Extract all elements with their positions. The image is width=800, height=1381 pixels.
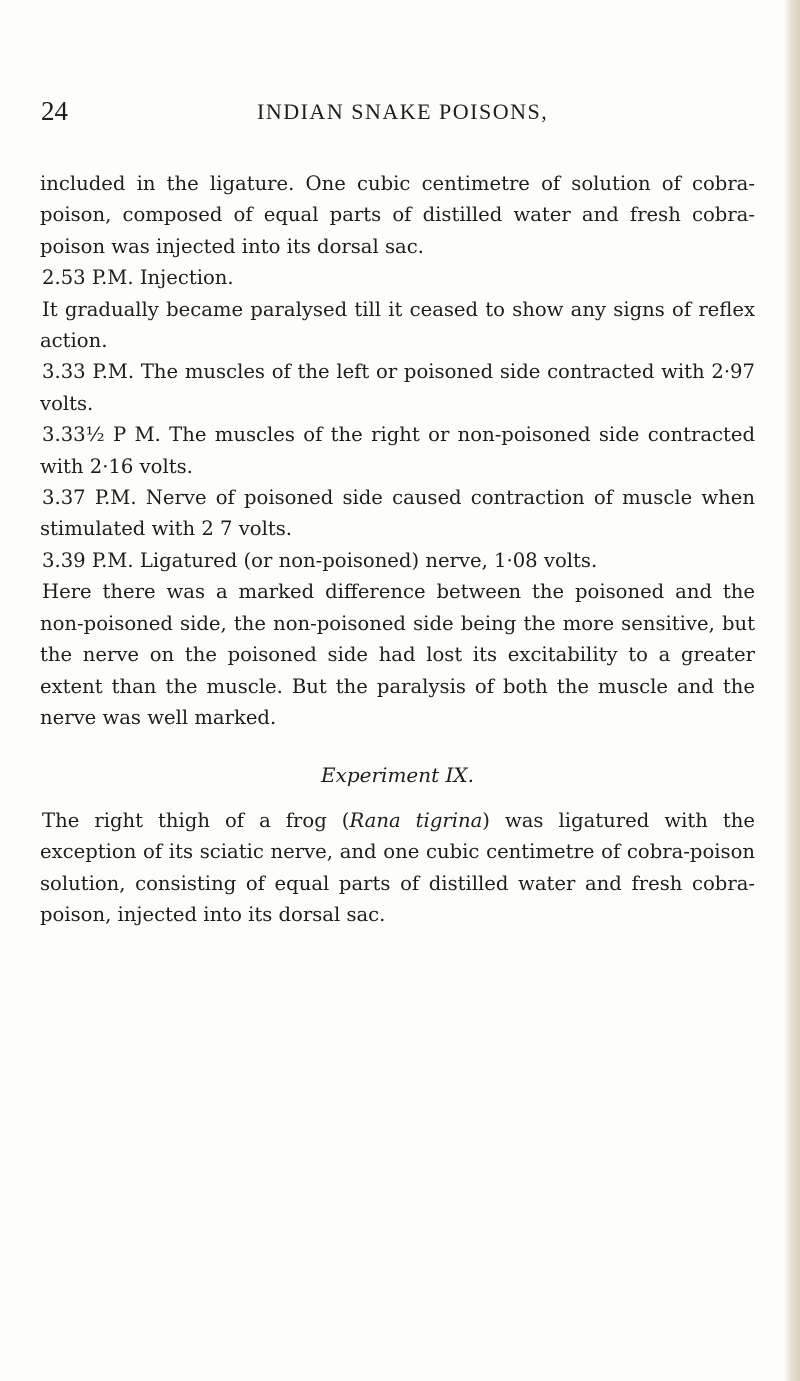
paragraph-experiment-ix-end: ) was ligatured with the exception of its sciatic nerve, and one cubic centimetre of cobra-poison solution, consisting of equal parts of distilled water and fresh cobra-poison, injected into its dorsal sac. bbox=[40, 808, 755, 926]
paragraph-7: 3.39 P.M. Ligatured (or non-poisoned) nerve, 1·08 volts. bbox=[42, 548, 598, 572]
paragraph-4: 3.33 P.M. The muscles of the left or poisoned side contracted with 2·97 volts. bbox=[40, 360, 755, 415]
paragraph-8: Here there was a marked difference between the poisoned and the non-poisoned side, the non-poisoned side being the more sensitive, but the nerve on the poisoned side had lost its excitability to a greater extent than the muscle. But the paralysis of both the muscle and the nerve was well marked. bbox=[40, 580, 755, 729]
species-name: Rana tigrina bbox=[349, 808, 483, 832]
paragraph-3: It gradually became paralysed till it ceased to show any signs of reflex action. bbox=[40, 297, 755, 353]
paragraph-5: 3.33½ P M. The muscles of the right or non-poisoned side contracted with 2·16 volts. bbox=[40, 423, 755, 478]
page-edge-shadow bbox=[784, 0, 800, 1381]
paragraph-2-injection-time: 2.53 P.M. Injection. bbox=[42, 266, 234, 290]
paragraph-experiment-ix-start: The right thigh of a frog ( bbox=[42, 808, 350, 832]
experiment-heading: Experiment IX. bbox=[320, 763, 475, 788]
paragraph-1: included in the ligature. One cubic centimetre of solution of cobra-poison, composed of equal parts of distilled water and fresh cobra-poison was injected into its dorsal sac. bbox=[40, 172, 755, 258]
page-number: 24 bbox=[41, 96, 68, 126]
paragraph-experiment-ix bbox=[40, 805, 755, 931]
body-text bbox=[40, 168, 755, 930]
page-header bbox=[0, 96, 800, 136]
paragraph-6: 3.37 P.M. Nerve of poisoned side caused contraction of muscle when stimulated with 2 7 volts. bbox=[40, 486, 755, 541]
running-head: INDIAN SNAKE POISONS, bbox=[257, 99, 549, 124]
